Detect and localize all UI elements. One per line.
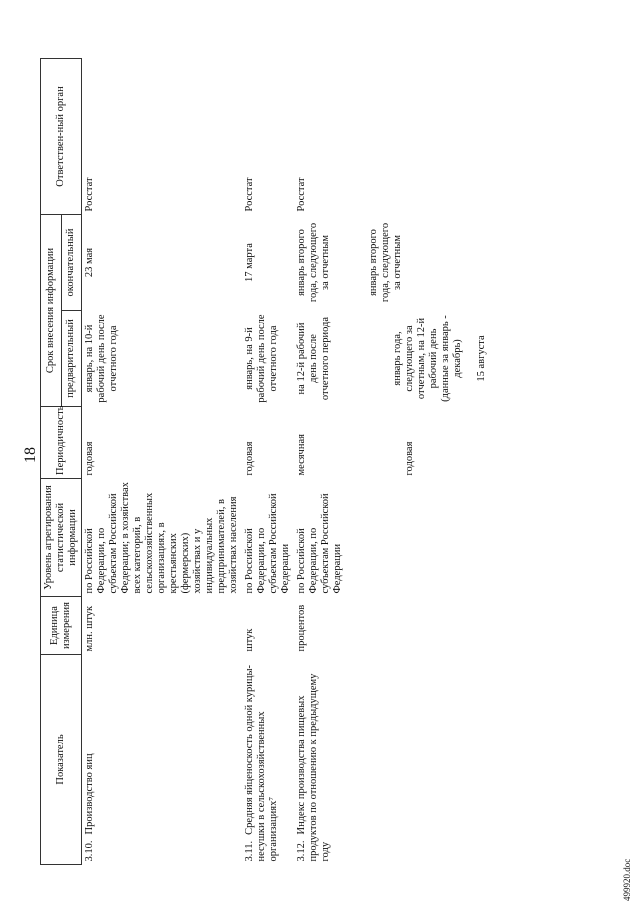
periodicity-cell: годовая <box>84 441 95 476</box>
indicator-cell <box>242 655 294 865</box>
header-periodicity: Периодичность <box>41 407 82 479</box>
indicator-cell <box>82 655 243 865</box>
preliminary-annual: январь года, следующего за отчетным, на 12-й рабочий день (данные за январь - декабрь) <box>392 315 463 402</box>
statistics-table <box>40 58 490 865</box>
row-number: 3.12. <box>296 840 307 862</box>
aggregation-cell: по Российской Федерации, по субъектам Российской Федерации <box>244 493 291 594</box>
table-row <box>82 59 243 865</box>
aggregation-cell: по Российской Федерации, по субъектам Российской Федерации <box>296 493 343 594</box>
final-annual: январь второго года, следующего за отчетным <box>368 222 403 303</box>
aggregation-cell: по Российской Федерации, по субъектам Российской Федерации; в хозяйствах всех категорий, в сельскохозяйственных организациях, в крестьянских (фермерских) хозяйствах и у индивидуальных предпринимателей, в хозяйствах населения <box>84 482 239 594</box>
table-row <box>242 59 294 865</box>
preliminary-cell: январь, на 9-й рабочий день после отчетного года <box>244 314 279 403</box>
final-cell <box>294 215 490 311</box>
final-cell: 17 марта <box>244 243 255 282</box>
row-number: 3.10. <box>84 840 95 862</box>
unit-cell: процентов <box>296 604 307 652</box>
preliminary-monthly: на 12-й рабочий день после отчетного периода <box>296 316 331 401</box>
header-responsible: Ответствен-ный орган <box>41 59 82 215</box>
page-number: 18 <box>22 447 39 463</box>
responsible-cell: Росстат <box>296 177 307 212</box>
periodicity-annual: годовая <box>404 441 415 476</box>
indicator-name: Индекс производства пищевых продуктов по отношению к предыдущему году <box>296 673 331 862</box>
final-cell: 23 мая <box>84 247 95 278</box>
row-number: 3.11. <box>244 840 255 862</box>
preliminary-cell <box>294 311 490 407</box>
header-indicator: Показатель <box>41 655 82 865</box>
table-row <box>294 59 490 865</box>
periodicity-cell: годовая <box>244 441 255 476</box>
header-aggregation: Уровень агрегирования статистической информации <box>41 479 82 597</box>
header-deadline: Срок внесения информации <box>41 215 62 407</box>
header-unit: Единица измерения <box>41 597 82 655</box>
final-monthly: январь второго года, следующего за отчетным <box>296 222 331 303</box>
indicator-name: Средняя яйценоскость одной курицы-несушки в сельскохозяйственных организациях⁷ <box>244 664 279 862</box>
preliminary-cell: январь, на 10-й рабочий день после отчетного года <box>84 314 119 403</box>
file-footer: 499920.doc <box>622 858 632 901</box>
preliminary-august: 15 августа <box>476 335 487 382</box>
periodicity-cell <box>294 407 490 479</box>
header-final: окончательный <box>61 215 82 311</box>
responsible-cell: Росстат <box>244 177 255 212</box>
header-preliminary: предварительный <box>61 311 82 407</box>
unit-cell: штук <box>244 628 255 652</box>
responsible-cell: Росстат <box>84 177 95 212</box>
indicator-cell <box>294 655 490 865</box>
periodicity-monthly: месячная <box>296 434 307 476</box>
unit-cell: млн. штук <box>84 605 95 652</box>
indicator-name: Производство яиц <box>84 753 95 835</box>
